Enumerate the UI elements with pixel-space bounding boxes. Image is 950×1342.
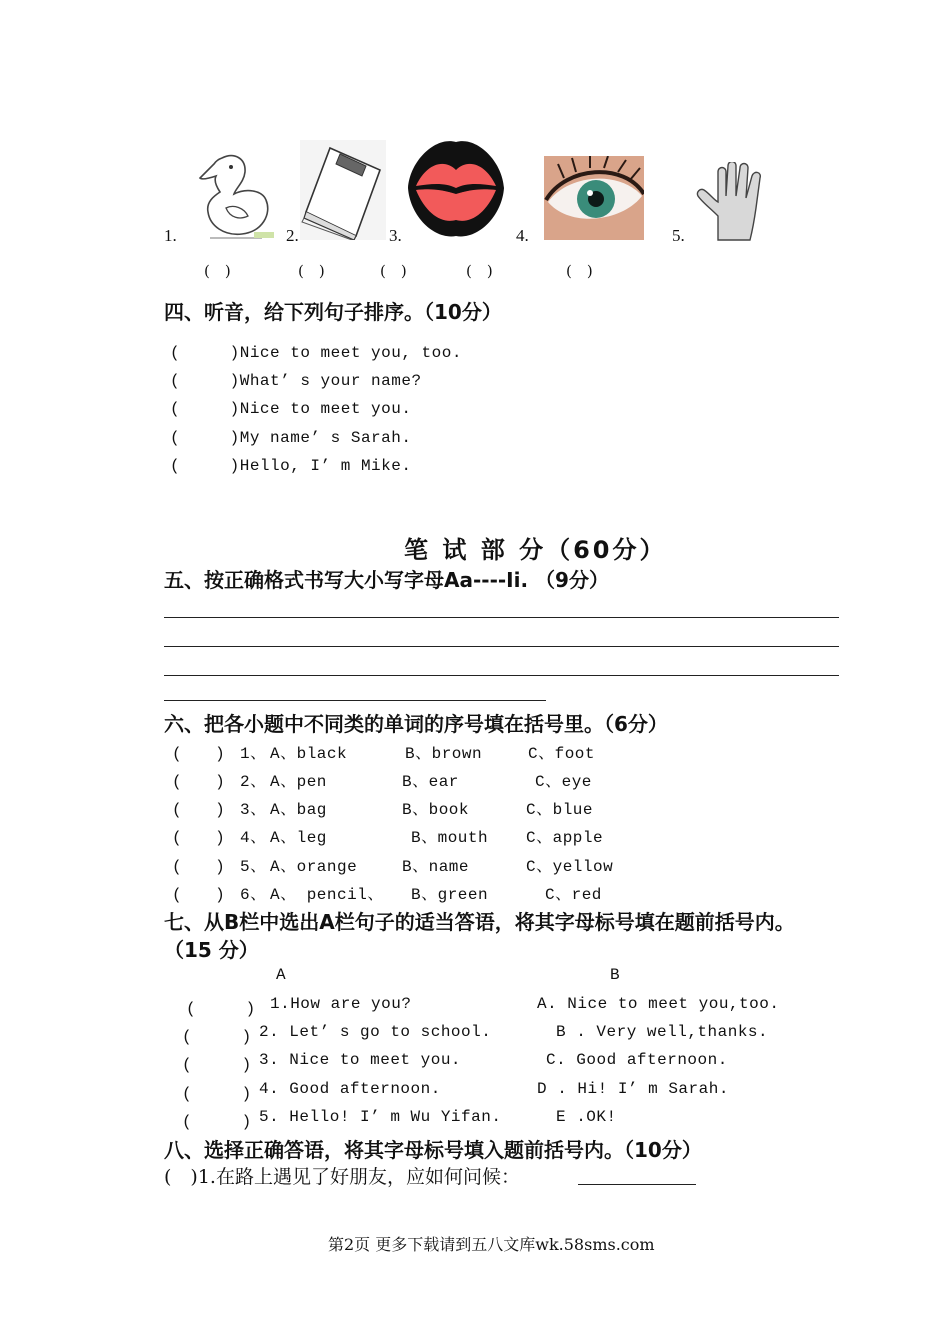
column-b-sentence: E .OK! <box>556 1108 617 1126</box>
item-number: 6、 <box>240 886 267 904</box>
sentence-text: What’ s your name? <box>239 372 422 390</box>
duck-icon <box>196 150 278 242</box>
writing-line[interactable] <box>164 617 839 618</box>
answer-bracket[interactable]: ( ) <box>170 400 240 418</box>
column-b-sentence: B . Very well,thanks. <box>556 1023 769 1041</box>
answer-bracket[interactable]: ( ) <box>182 1085 252 1103</box>
column-a-sentence: 4. Good afternoon. <box>259 1080 441 1098</box>
column-a-sentence: 2. Let’ s go to school. <box>259 1023 492 1041</box>
column-a-header: A <box>276 966 287 984</box>
answer-bracket[interactable]: ( ) <box>182 1056 252 1074</box>
option-c: C、yellow <box>526 858 614 876</box>
writing-line[interactable] <box>164 646 839 647</box>
option-b: B、brown <box>405 745 483 763</box>
section-7-title-points: （15 分） <box>164 938 259 962</box>
picture-bracket-5[interactable]: ( ) <box>566 262 593 280</box>
option-c: C、red <box>545 886 602 904</box>
sentence-item <box>170 395 411 418</box>
section-5-title: 五、按正确格式书写大小写字母Aa----Ii. （9分） <box>164 568 609 592</box>
option-a: A、pen <box>270 773 327 791</box>
sentence-item <box>170 424 411 447</box>
option-a: A、bag <box>270 801 327 819</box>
answer-bracket[interactable]: ( ) <box>170 457 240 475</box>
option-a: A、 pencil、 <box>270 886 384 904</box>
picture-label-1: 1. <box>164 226 177 245</box>
answer-bracket[interactable]: ( ) <box>170 429 240 447</box>
item-number: 5、 <box>240 858 267 876</box>
option-b: B、ear <box>402 773 459 791</box>
answer-bracket[interactable]: ( ) <box>172 745 226 763</box>
column-b-sentence: A. Nice to meet you,too. <box>537 995 780 1013</box>
sentence-text: Nice to meet you, too. <box>239 344 462 362</box>
item-number: 1、 <box>240 745 267 763</box>
column-a-sentence: 1.How are you? <box>270 995 412 1013</box>
section-7-title: 七、从B栏中选出A栏句子的适当答语，将其字母标号填在题前括号内。 <box>164 910 795 934</box>
option-b: B、name <box>402 858 470 876</box>
sentence-text: Nice to meet you. <box>239 400 412 418</box>
written-part-title: 笔 试 部 分（60分） <box>404 536 667 564</box>
answer-bracket[interactable]: ( ) <box>182 1028 252 1046</box>
option-b: B、green <box>411 886 489 904</box>
hand-icon <box>696 162 776 242</box>
item-number: 4、 <box>240 829 267 847</box>
answer-bracket[interactable]: ( ) <box>172 886 226 904</box>
option-c: C、foot <box>528 745 596 763</box>
book-icon <box>300 140 386 240</box>
picture-bracket-3[interactable]: ( ) <box>380 262 407 280</box>
picture-label-3: 3. <box>389 226 402 245</box>
picture-label-5: 5. <box>672 226 685 245</box>
page-footer: 第2页 更多下载请到五八文库wk.58sms.com <box>328 1235 655 1254</box>
question-1: ( )1.在路上遇见了好朋友，应如何问候： <box>164 1166 520 1188</box>
answer-bracket[interactable]: ( ) <box>172 829 226 847</box>
answer-bracket[interactable]: ( ) <box>170 372 240 390</box>
picture-bracket-2[interactable]: ( ) <box>298 262 325 280</box>
section-4-title: 四、听音，给下列句子排序。（10分） <box>164 300 502 324</box>
item-number: 2、 <box>240 773 267 791</box>
option-a: A、leg <box>270 829 327 847</box>
mouth-icon <box>406 136 506 240</box>
item-number: 3、 <box>240 801 267 819</box>
column-b-sentence: C. Good afternoon. <box>546 1051 728 1069</box>
picture-label-4: 4. <box>516 226 529 245</box>
answer-bracket[interactable]: ( ) <box>172 773 226 791</box>
answer-bracket[interactable]: ( ) <box>182 1113 252 1131</box>
eye-icon <box>544 156 644 240</box>
writing-line[interactable] <box>164 675 839 676</box>
column-a-sentence: 5. Hello! I’ m Wu Yifan. <box>259 1108 502 1126</box>
section-8-title: 八、选择正确答语，将其字母标号填入题前括号内。（10分） <box>164 1138 702 1162</box>
sentence-text: My name’ s Sarah. <box>239 429 412 447</box>
column-a-sentence: 3. Nice to meet you. <box>259 1051 462 1069</box>
picture-bracket-1[interactable]: ( ) <box>204 262 231 280</box>
answer-bracket[interactable]: ( ) <box>172 801 226 819</box>
picture-label-2: 2. <box>286 226 299 245</box>
answer-bracket[interactable]: ( ) <box>186 1000 256 1018</box>
option-a: A、black <box>270 745 348 763</box>
writing-line[interactable] <box>164 700 546 701</box>
option-c: C、apple <box>526 829 604 847</box>
picture-bracket-4[interactable]: ( ) <box>466 262 493 280</box>
answer-bracket[interactable]: ( ) <box>170 344 240 362</box>
column-b-sentence: D . Hi! I’ m Sarah. <box>537 1080 729 1098</box>
option-b: B、mouth <box>411 829 489 847</box>
sentence-item <box>170 452 411 475</box>
option-a: A、orange <box>270 858 358 876</box>
sentence-item <box>170 367 422 390</box>
column-b-header: B <box>610 966 621 984</box>
answer-bracket[interactable]: ( ) <box>172 858 226 876</box>
sentence-item <box>170 339 462 362</box>
answer-line[interactable] <box>578 1184 696 1185</box>
sentence-text: Hello, I’ m Mike. <box>239 457 412 475</box>
option-b: B、book <box>402 801 470 819</box>
option-c: C、eye <box>535 773 592 791</box>
option-c: C、blue <box>526 801 594 819</box>
section-6-title: 六、把各小题中不同类的单词的序号填在括号里。（6分） <box>164 712 668 736</box>
